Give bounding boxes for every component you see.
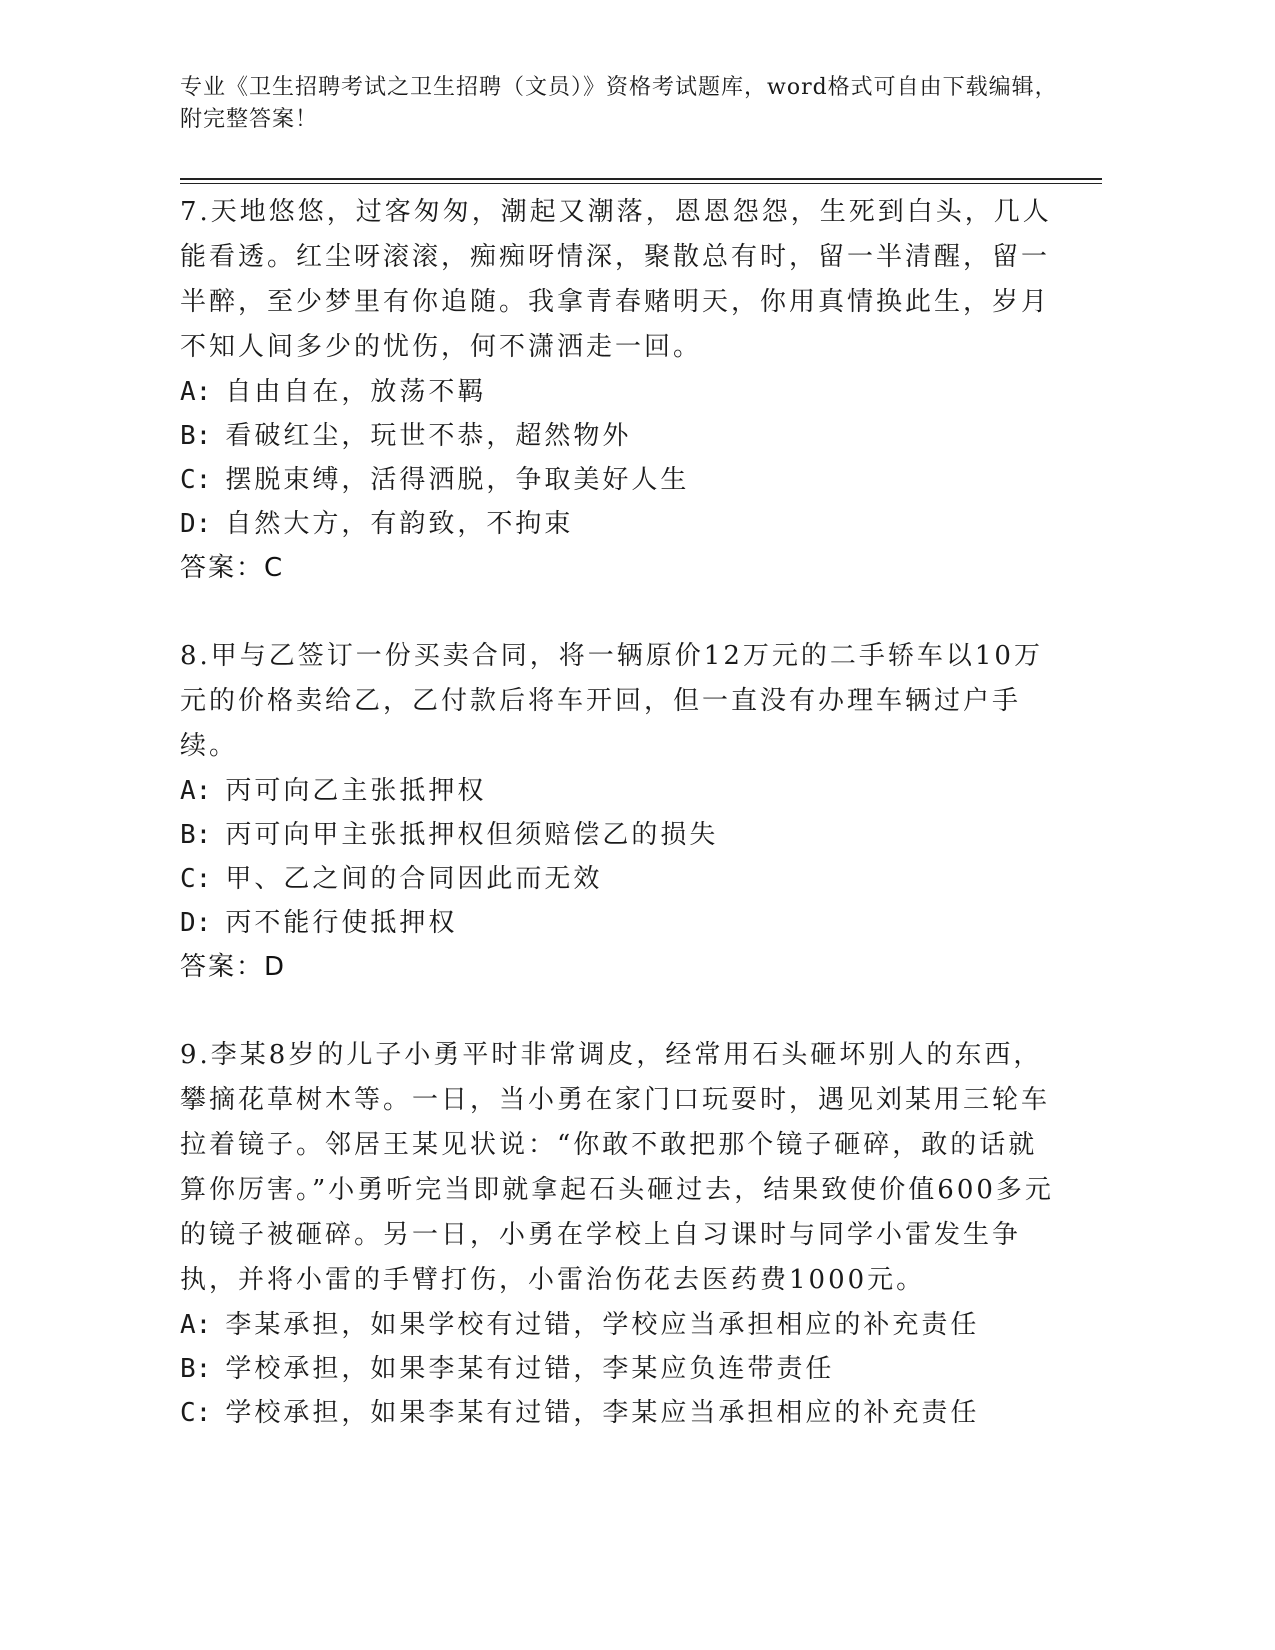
question-stem: 9.李某8岁的儿子小勇平时非常调皮，经常用石头砸坏别人的东西，攀摘花草树木等。一日，当小勇在家门口玩耍时，遇见刘某用三轮车拉着镜子。邻居王某见状说：“你敢不敢把那个镜子砸碎，敢的话就算你厉害。”小勇听完当即就拿起石头砸过去，结果致使价值600多元的镜子被砸碎。另一日，小勇在学校上自习课时与同学小雷发生争执，并将小雷的手臂打伤，小雷治伤花去医药费1000元。: [180, 1040, 1054, 1295]
option-letter: C:: [180, 1398, 212, 1428]
option-c: [180, 1391, 1060, 1435]
option-text: 学校承担，如果李某有过错，李某应负连带责任: [225, 1354, 835, 1384]
question-8: [180, 634, 1060, 989]
option-text: 李某承担，如果学校有过错，学校应当承担相应的补充责任: [225, 1310, 980, 1340]
option-text: 丙可向甲主张抵押权但须赔偿乙的损失: [225, 820, 719, 850]
option-letter: A:: [180, 377, 212, 407]
option-letter: B:: [180, 1354, 212, 1384]
option-letter: C:: [180, 864, 212, 894]
header-divider-thick: [180, 178, 1102, 180]
option-a: [180, 1303, 1060, 1347]
option-text: 自然大方，有韵致，不拘束: [225, 509, 574, 539]
option-letter: D:: [180, 908, 212, 938]
option-text: 看破红尘，玩世不恭，超然物外: [225, 421, 632, 451]
question-stem: 7.天地悠悠，过客匆匆，潮起又潮落，恩恩怨怨，生死到白头，几人能看透。红尘呀滚滚，痴痴呀情深，聚散总有时，留一半清醒，留一半醉，至少梦里有你追随。我拿青春赌明天，你用真情换此生，岁月不知人间多少的忧伤，何不潇洒走一回。: [180, 197, 1052, 362]
option-text: 丙可向乙主张抵押权: [225, 776, 487, 806]
option-d: [180, 502, 1060, 546]
option-b: [180, 1347, 1060, 1391]
option-letter: B:: [180, 421, 212, 451]
answer-line: 答案：C: [180, 553, 285, 583]
option-text: 甲、乙之间的合同因此而无效: [225, 864, 603, 894]
question-list: [180, 190, 1060, 1479]
option-letter: C:: [180, 465, 212, 495]
option-letter: A:: [180, 1310, 212, 1340]
option-d: [180, 901, 1060, 945]
header-divider-thin: [180, 183, 1102, 184]
option-text: 学校承担，如果李某有过错，李某应当承担相应的补充责任: [225, 1398, 980, 1428]
answer-line: 答案：D: [180, 952, 287, 982]
question-stem: 8.甲与乙签订一份买卖合同，将一辆原价12万元的二手轿车以10万元的价格卖给乙，乙付款后将车开回，但一直没有办理车辆过户手续。: [180, 641, 1043, 761]
question-9: [180, 1033, 1060, 1435]
option-text: 自由自在，放荡不羁: [225, 377, 487, 407]
option-c: [180, 458, 1060, 502]
option-b: [180, 414, 1060, 458]
option-letter: B:: [180, 820, 212, 850]
document-header: 专业《卫生招聘考试之卫生招聘（文员）》资格考试题库，word格式可自由下载编辑，附完整答案！: [180, 75, 1058, 132]
option-text: 摆脱束缚，活得洒脱，争取美好人生: [225, 465, 690, 495]
option-c: [180, 857, 1060, 901]
question-7: [180, 190, 1060, 590]
option-text: 丙不能行使抵押权: [225, 908, 458, 938]
option-letter: D:: [180, 509, 212, 539]
option-b: [180, 813, 1060, 857]
option-a: [180, 769, 1060, 813]
option-a: [180, 370, 1060, 414]
option-letter: A:: [180, 776, 212, 806]
